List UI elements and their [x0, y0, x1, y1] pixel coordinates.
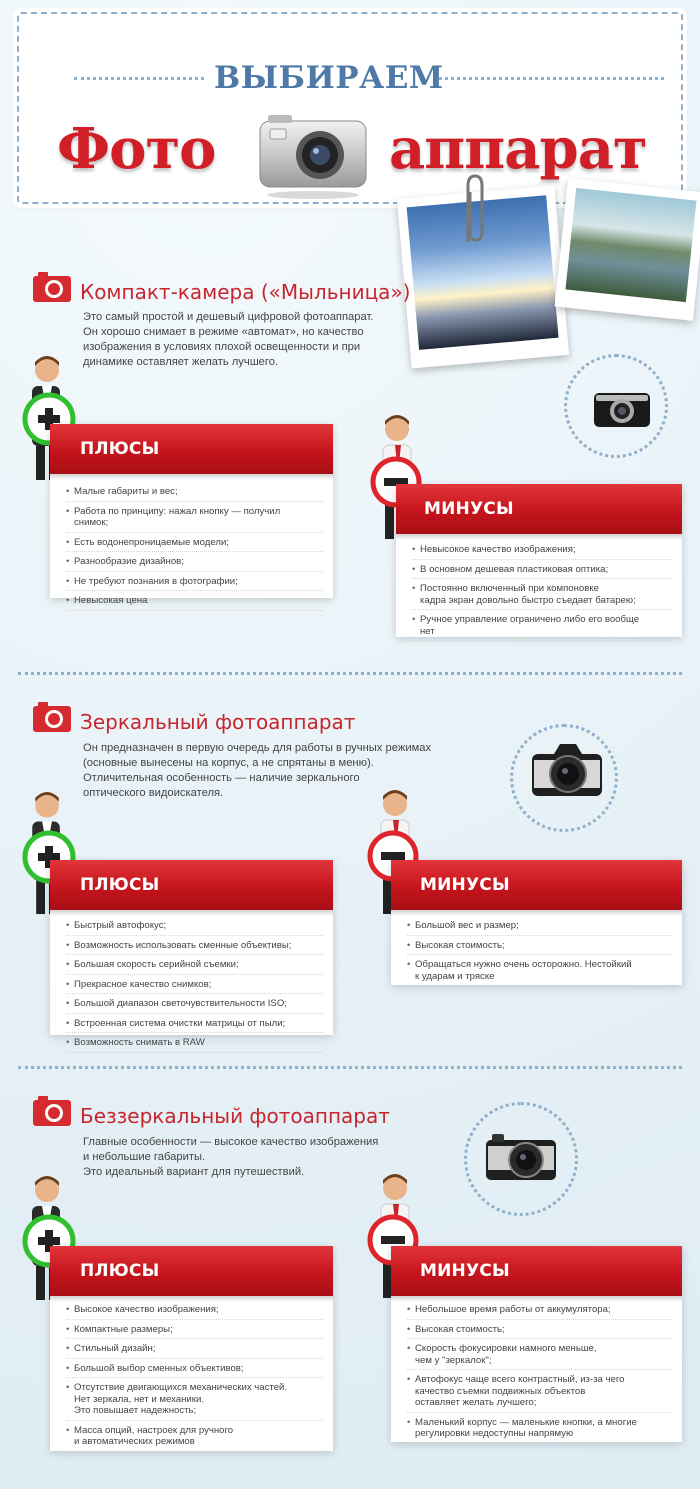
pros-card-dslr — [50, 860, 333, 1048]
header-title-right: аппарат — [389, 116, 647, 182]
list-item: • Невысокая цена — [66, 595, 323, 611]
cons-card-compact — [396, 484, 682, 637]
list-item: • Большая скорость серийной съемки; — [66, 959, 323, 975]
pros-label: ПЛЮСЫ — [80, 1261, 160, 1281]
list-item: • Разнообразие дизайнов; — [66, 556, 323, 572]
list-item: • Большой вес и размер; — [407, 920, 672, 936]
pros-list-mirrorless — [66, 1304, 323, 1456]
paperclip-icon — [458, 172, 488, 252]
section-title-mirrorless: Беззеркальный фотоаппарат — [80, 1104, 390, 1128]
list-item: • Возможность снимать в RAW — [66, 1037, 323, 1053]
list-item: • Большой диапазон светочувствительности ISO; — [66, 998, 323, 1014]
section-desc-mirrorless: Главные особенности — высокое качество изображения и небольшие габариты. Это идеальный вариант для путешествий. — [83, 1136, 379, 1178]
list-item: • Автофокус чаще всего контрастный, из-за чего качество съемки подвижных объектов оставляет желать лучшего; — [407, 1374, 672, 1413]
compact-camera-icon — [256, 111, 370, 201]
red-camera-icon — [32, 700, 72, 734]
cons-card-dslr — [391, 860, 682, 985]
cons-list-compact — [412, 544, 672, 645]
list-item: • Обращаться нужно очень осторожно. Нестойкий к ударам и тряске — [407, 959, 672, 986]
section-desc-dslr: Он предназначен в первую очередь для работы в ручных режимах (основные вынесены на корпус, а не спрятаны в меню). Отличительная особенность — наличие зеркального оптического видоискателя. — [83, 742, 432, 799]
cons-label: МИНУСЫ — [420, 875, 510, 895]
list-item: • Работа по принципу: нажал кнопку — получил снимок; — [66, 506, 323, 533]
section-title-compact: Компакт-камера («Мыльница») — [80, 280, 411, 304]
cons-list-dslr — [407, 920, 672, 990]
header-banner — [17, 12, 683, 204]
cons-label: МИНУСЫ — [420, 1261, 510, 1281]
list-item: • Масса опций, настроек для ручного и автоматических режимов — [66, 1425, 323, 1452]
list-item: • Отсутствие двигающихся механических частей. Нет зеркала, нет и механики. Это повышает надежность; — [66, 1382, 323, 1421]
cons-card-mirrorless — [391, 1246, 682, 1442]
list-item: • В основном дешевая пластиковая оптика; — [412, 564, 672, 580]
list-item: • Высокая стоимость; — [407, 1324, 672, 1340]
pros-label: ПЛЮСЫ — [80, 875, 160, 895]
list-item: • Прекрасное качество снимков; — [66, 979, 323, 995]
list-item: • Возможность использовать сменные объективы; — [66, 940, 323, 956]
pros-list-compact — [66, 486, 323, 615]
list-item: • Встроенная система очистки матрицы от пыли; — [66, 1018, 323, 1034]
header-subtitle: ВЫБИРАЕМ — [214, 60, 444, 96]
list-item: • Высокое качество изображения; — [66, 1304, 323, 1320]
pros-card-compact — [50, 424, 333, 606]
list-item: • Маленький корпус — маленькие кнопки, а многие регулировки недоступны напрямую — [407, 1417, 672, 1444]
list-item: • Малые габариты и вес; — [66, 486, 323, 502]
section-title-dslr: Зеркальный фотоаппарат — [80, 710, 356, 734]
red-camera-icon — [32, 1094, 72, 1128]
list-item: • Небольшое время работы от аккумулятора; — [407, 1304, 672, 1320]
mirrorless-camera-icon — [484, 1132, 558, 1184]
list-item: • Ручное управление ограничено либо его вообще нет — [412, 614, 672, 641]
pros-list-dslr — [66, 920, 323, 1057]
red-camera-icon — [32, 270, 72, 304]
list-item: • Не требуют познания в фотографии; — [66, 576, 323, 592]
compact-camera-icon — [592, 389, 652, 429]
header-title-left: Фото — [57, 116, 216, 182]
list-item: • Большой выбор сменных объективов; — [66, 1363, 323, 1379]
landscape-photo — [555, 178, 700, 321]
header-dots-right — [434, 77, 664, 80]
cons-label: МИНУСЫ — [424, 499, 514, 519]
pros-card-mirrorless — [50, 1246, 333, 1451]
list-item: • Быстрый автофокус; — [66, 920, 323, 936]
pros-label: ПЛЮСЫ — [80, 439, 160, 459]
list-item: • Компактные размеры; — [66, 1324, 323, 1340]
section-desc-compact: Это самый простой и дешевый цифровой фотоаппарат. Он хорошо снимает в режиме «автомат», но качество изображения в условиях плохой освещенности и при динамике оставляет желать лучшего. — [83, 311, 374, 368]
header-dots-left — [74, 77, 204, 80]
list-item: • Стильный дизайн; — [66, 1343, 323, 1359]
list-item: • Высокая стоимость; — [407, 940, 672, 956]
section-divider — [18, 672, 682, 675]
list-item: • Невысокое качество изображения; — [412, 544, 672, 560]
dslr-camera-icon — [530, 740, 604, 800]
cons-list-mirrorless — [407, 1304, 672, 1448]
list-item: • Есть водонепроницаемые модели; — [66, 537, 323, 553]
list-item: • Скорость фокусировки намного меньше, чем у "зеркалок"; — [407, 1343, 672, 1370]
list-item: • Постоянно включенный при компоновке кадра экран довольно быстро съедает батарею; — [412, 583, 672, 610]
section-divider — [18, 1066, 682, 1069]
